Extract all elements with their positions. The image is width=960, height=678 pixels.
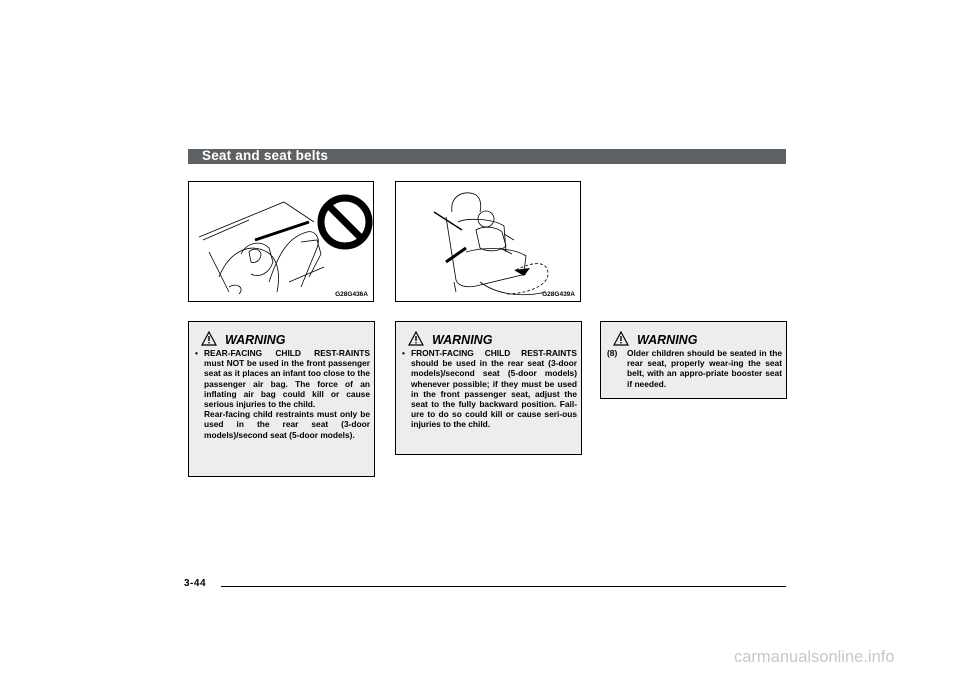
warning-text: REAR-FACING CHILD REST-RAINTS must NOT be used in the front passenger seat as it places an infant too close to the passenger air bag. The force of an inflating air bag could kill or cause serious injuries to the child. bbox=[204, 348, 370, 410]
item-number: (8) bbox=[607, 348, 618, 358]
warning-title: WARNING bbox=[225, 333, 286, 347]
warning-header bbox=[408, 328, 577, 346]
warning-text: Older children should be seated in the rear seat, properly wear-ing the seat belt, with an appro-priate booster seat if needed. bbox=[627, 348, 782, 389]
warning-box-rear-facing bbox=[188, 321, 375, 477]
figure-code: G28G439A bbox=[542, 291, 575, 298]
warning-title: WARNING bbox=[637, 333, 698, 347]
section-header-bar bbox=[188, 149, 786, 164]
warning-title: WARNING bbox=[432, 333, 493, 347]
section-title: Seat and seat belts bbox=[202, 148, 329, 163]
footer-rule bbox=[221, 586, 786, 587]
bullet-mark: • bbox=[402, 348, 405, 358]
warning-box-front-facing bbox=[395, 321, 582, 455]
warning-item bbox=[402, 348, 577, 430]
front-facing-seat-illustration bbox=[396, 182, 582, 303]
watermark-text: carmanualsonline.info bbox=[734, 648, 895, 666]
warning-text: Rear-facing child restraints must only be used in the rear seat (3-door models)/second seat (5-door models). bbox=[204, 409, 370, 440]
rear-facing-seat-illustration bbox=[189, 182, 375, 303]
figure-code: G28G436A bbox=[335, 291, 368, 298]
warning-text: FRONT-FACING CHILD REST-RAINTS should be used in the rear seat (3-door models)/second seat (5-door models) whenever possible; if they must be used in the front passenger seat, adjust the seat to the fully backward position. Fail-ure to do so could kill or cause seri-ous injuries to the child. bbox=[411, 348, 577, 430]
no-symbol-icon bbox=[321, 198, 369, 246]
figure-front-facing-seat bbox=[395, 181, 581, 302]
warning-triangle-icon bbox=[408, 331, 424, 346]
warning-header bbox=[613, 328, 782, 346]
warning-header bbox=[201, 328, 370, 346]
warning-item bbox=[607, 348, 782, 389]
warning-triangle-icon bbox=[201, 331, 217, 346]
figure-rear-facing-seat bbox=[188, 181, 374, 302]
page-number: 3-44 bbox=[184, 578, 207, 589]
warning-triangle-icon bbox=[613, 331, 629, 346]
warning-item bbox=[195, 348, 370, 440]
warning-box-older-children bbox=[600, 321, 787, 399]
bullet-mark: • bbox=[195, 348, 198, 358]
